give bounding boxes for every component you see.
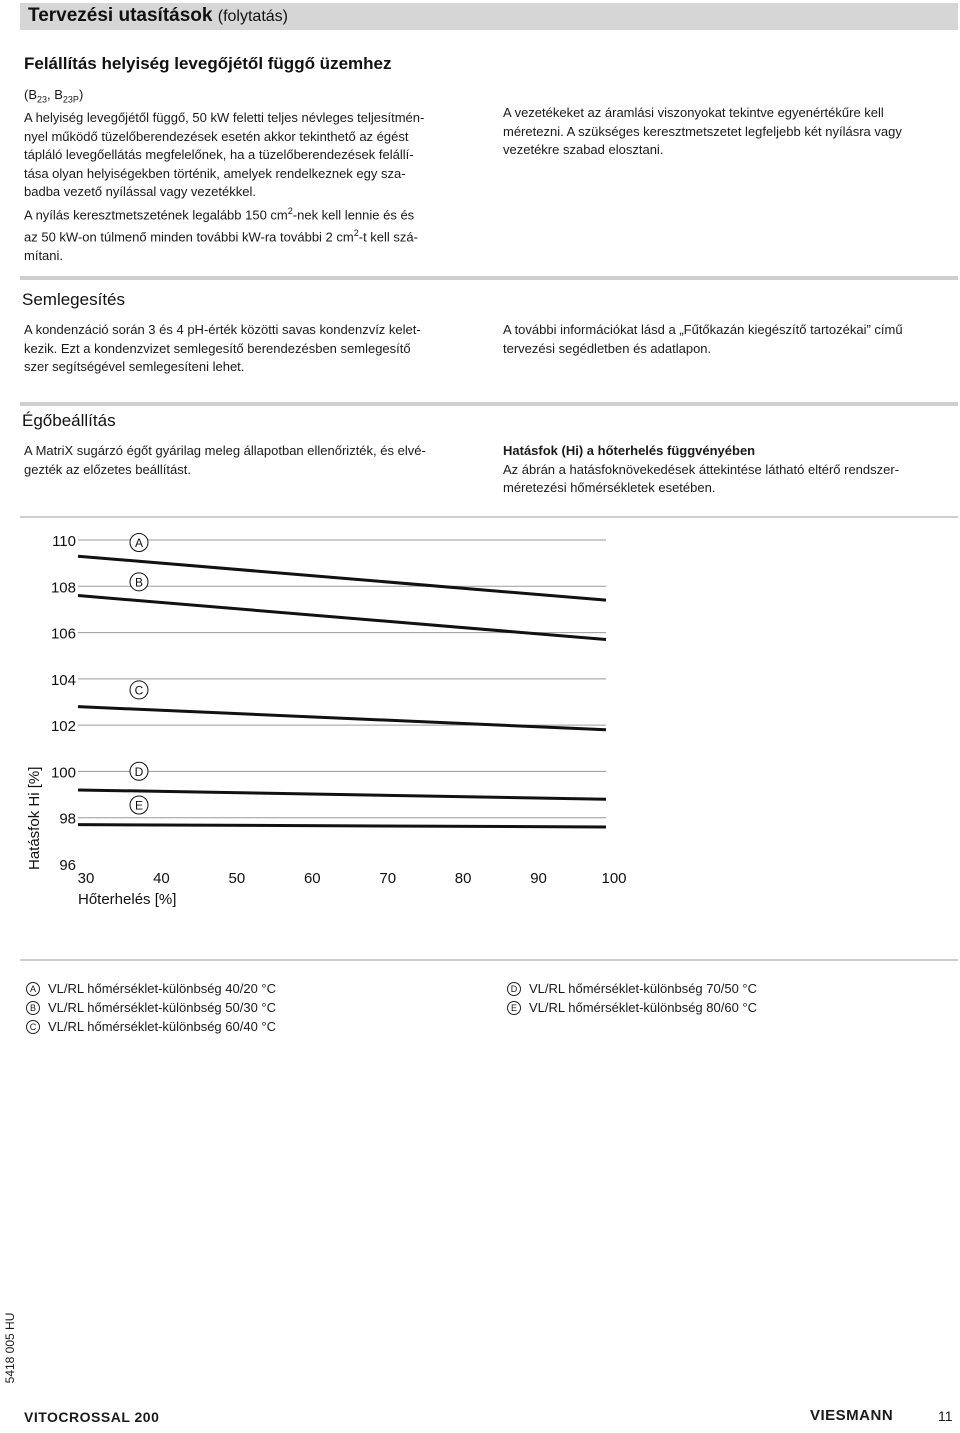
paragraph-line: tása olyan helyiségekben történik, amelyek rendelkeznek egy sza- [24, 165, 406, 181]
paragraph-line: méretezni. A szükséges keresztmetszetet legfeljebb két nyílásra vagy [503, 123, 902, 139]
paragraph-line: tápláló levegőellátás megfelelőnek, ha a tüzelőberendezések felállí- [24, 147, 414, 163]
series-line-a [78, 556, 606, 600]
section-neutralization-right-text [503, 321, 958, 358]
x-tick-label: 30 [77, 870, 95, 887]
paragraph-line: A vezetékeket az áramlási viszonyokat tekintve egyenértékűre kell [503, 105, 884, 120]
y-tick-label: 110 [52, 533, 76, 550]
legend-item-d: D VL/RL hőmérséklet-különbség 70/50 °C [507, 979, 757, 998]
paragraph-line: vezetékre szabad elosztani. [503, 142, 664, 157]
x-tick-label: 70 [379, 870, 397, 887]
y-tick-label: 104 [50, 671, 76, 689]
paragraph-line: gezték az előzetes beállítást. [24, 461, 191, 477]
paragraph-line: A MatriX sugárzó égőt gyárilag meleg állapotban ellenőrizték, és elvé- [24, 443, 426, 458]
series-marker-label: C [134, 683, 144, 698]
x-tick-label: 50 [228, 870, 246, 887]
legend-item-a: A VL/RL hőmérséklet-különbség 40/20 °C [26, 979, 276, 998]
chart-series-markers [130, 533, 148, 814]
x-tick-label: 90 [530, 870, 547, 887]
chart-x-ticks [78, 870, 627, 887]
paragraph-line: mítani. [24, 248, 64, 264]
page-title-text: Tervezési utasítások [28, 5, 213, 26]
chart-bottom-rule [20, 959, 958, 961]
document-code: 5418 005 HU [3, 1312, 17, 1384]
brand-logo: VIESMANN [810, 1407, 894, 1424]
paragraph-line: A kondenzáció során 3 és 4 pH-érték közötti savas kondenzvíz kelet- [24, 322, 421, 337]
section-burner-left-text [24, 442, 494, 479]
y-tick-label: 98 [59, 810, 76, 828]
efficiency-chart [0, 520, 960, 920]
x-tick-label: 100 [601, 870, 627, 887]
paragraph-line: nyel működő tüzelőberendezések esetén akkor tekinthető az égést [24, 128, 409, 144]
section-neutralization-left-text [24, 321, 494, 377]
y-tick-label: 102 [50, 718, 76, 736]
ref-line: ($B_{23}$, $B_{23P}$) [24, 87, 84, 105]
paragraph-line: méretezési hőmérsékletek esetében. [503, 480, 716, 495]
series-marker-label: A [134, 535, 144, 550]
series-marker-label: E [134, 798, 144, 813]
legend-item-e: E VL/RL hőmérséklet-különbség 80/60 °C [507, 998, 757, 1017]
section-heading-burner: Égőbeállítás [22, 411, 116, 430]
section-burner-right-text [503, 442, 958, 498]
page-title [28, 4, 288, 29]
paragraph-line: az 50 kW-on túlmenő minden további kW-ra további 2 $cm^2-t$ kell szá- [24, 228, 418, 245]
page-number: 11 [938, 1408, 953, 1424]
paragraph-line: szer segítségével semlegesíteni lehet. [24, 359, 245, 374]
paragraph-line: badba vezető nyílással vagy vezetékkel. [24, 184, 256, 200]
paragraph-line: kezik. Ezt a kondenzvizet semlegesítő berendezésben semlegesítő [24, 340, 411, 356]
x-tick-label: 60 [303, 870, 321, 887]
chart-y-axis-label: Hatásfok Hi [%] [26, 766, 43, 870]
chart-legend-right [507, 979, 757, 1017]
section-heading-air: Felállítás helyiség levegőjétől függő üzemhez [24, 54, 392, 73]
x-tick-label: 80 [454, 870, 472, 887]
x-tick-label: 40 [153, 870, 170, 887]
y-tick-label: 96 [59, 857, 76, 874]
legend-key-e: E [507, 1001, 521, 1015]
chart-x-axis-label: Hőterhelés [%] [78, 891, 177, 908]
series-marker-label: D [134, 764, 144, 779]
series-line-e [78, 825, 606, 827]
series-line-d [78, 790, 606, 799]
chart-grid [78, 540, 606, 818]
chart-y-ticks [51, 533, 76, 874]
legend-key-a: A [26, 982, 40, 996]
legend-key-d: D [507, 982, 521, 996]
y-tick-label: 108 [50, 579, 76, 597]
paragraph-line: A helyiség levegőjétől függő, 50 kW feletti teljes névleges teljesítmén- [24, 110, 425, 126]
chart-heading: Hatásfok (Hi) a hőterhelés függvényében [503, 443, 756, 458]
product-name: VITOCROSSAL 200 [24, 1409, 160, 1425]
legend-item-b: B VL/RL hőmérséklet-különbség 50/30 °C [26, 998, 276, 1017]
chart-top-rule [20, 516, 958, 518]
section-divider [20, 402, 958, 406]
series-marker-label: B [134, 575, 144, 590]
page-title-subtitle: (folytatás) [217, 8, 288, 25]
paragraph-line: A további információkat lásd a „Fűtőkazán kiegészítő tartozékai” című [503, 322, 903, 337]
series-line-c [78, 707, 606, 730]
section-air-left-text [24, 86, 494, 266]
legend-key-b: B [26, 1001, 40, 1015]
chart-series [78, 556, 606, 827]
paragraph-line: A nyílás keresztmetszetének legalább 150 $cm^2$-nek kell lennie és és [24, 205, 415, 222]
section-air-right-text [503, 104, 958, 160]
section-heading-neutralization: Semlegesítés [22, 290, 125, 309]
legend-key-c: C [26, 1020, 40, 1034]
y-tick-label: 106 [50, 625, 76, 643]
legend-item-c: C VL/RL hőmérséklet-különbség 60/40 °C [26, 1017, 276, 1036]
paragraph-line: Az ábrán a hatásfoknövekedések áttekintése látható eltérő rendszer- [503, 461, 900, 477]
chart-legend-left [26, 979, 276, 1036]
y-tick-label: 100 [50, 764, 76, 782]
paragraph-line: tervezési segédletben és adatlapon. [503, 340, 712, 356]
section-divider [20, 276, 958, 280]
